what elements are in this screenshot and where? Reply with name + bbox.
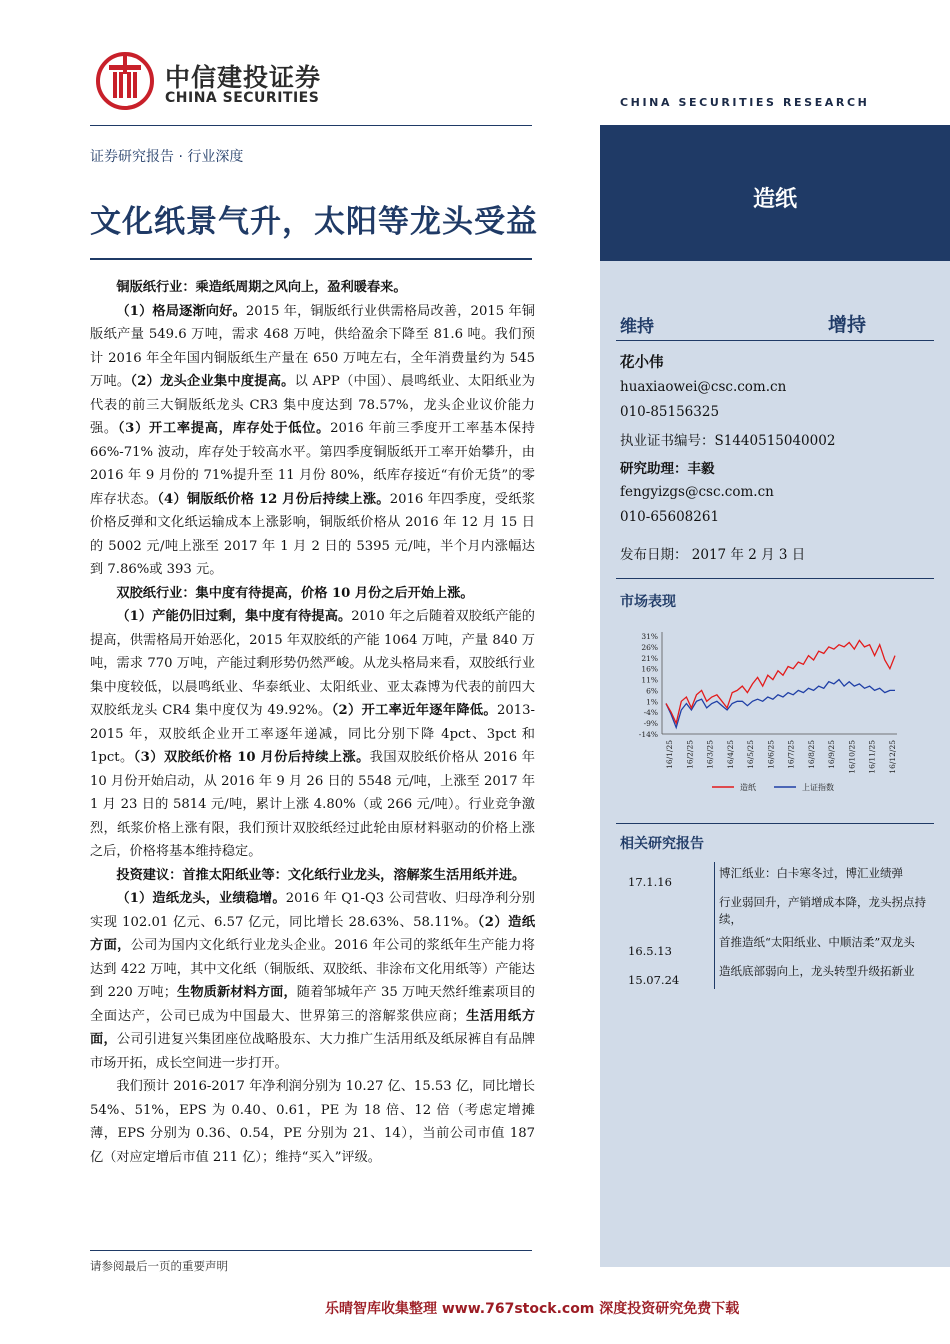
analyst-email[interactable]: huaxiaowei@csc.com.cn bbox=[620, 379, 787, 395]
legend-label: 上证指数 bbox=[802, 783, 834, 792]
related-report-title[interactable]: 行业弱回升，产销增成本降，龙头拐点持续， bbox=[714, 891, 934, 931]
market-performance-chart bbox=[612, 622, 934, 802]
series-line-上证指数 bbox=[666, 680, 895, 728]
y-tick-label: -9% bbox=[643, 719, 658, 729]
china-securities-logo bbox=[96, 52, 154, 110]
assistant-label: 研究助理：丰毅 bbox=[620, 461, 715, 477]
x-tick-label: 16/7/25 bbox=[786, 740, 796, 769]
x-tick-label: 16/3/25 bbox=[705, 740, 715, 769]
disclaimer-note: 请参阅最后一页的重要声明 bbox=[90, 1259, 228, 1273]
research-label: CHINA SECURITIES RESEARCH bbox=[620, 96, 870, 109]
related-title: 相关研究报告 bbox=[620, 836, 704, 852]
industry-name: 造纸 bbox=[752, 187, 797, 212]
y-tick-label: -14% bbox=[638, 730, 658, 739]
y-tick-label: 1% bbox=[646, 697, 658, 707]
related-report-row[interactable] bbox=[616, 891, 934, 931]
market-title: 市场表现 bbox=[620, 594, 676, 610]
related-report-date: 17.1.16 bbox=[628, 875, 672, 889]
paragraph-2: （1）格局逐渐向好。2015 年，铜版纸行业供需格局改善，2015 年铜版纸产量 549.6 万吨，需求 468 万吨，供给盈余下降至 81.6 吨。我们预计 2016 年全年国内铜版纸生产量在 650 万吨左右，全年消费量约为 545 万吨。（2）龙头企业集中度提高。以 APP（中国）、晨鸣纸业、太阳纸业为代表的前三大铜版纸龙头 CR3 集中度达到 78.57%，龙头企业议价能力强。（3）开工率提高，库存处于低位。2016 年前三季度开工率基本保持 66%-71% 波动，库存处于较高水平。第四季度铜版纸开工率开始攀升，由 2016 年 9 月份的 71%提升至 11 月份 80%，纸库存接近“有价无货”的零库存状态。（4）铜版纸价格 12 月份后持续上涨。2016 年四季度，受纸浆价格反弹和文化纸运输成本上涨影响，铜版纸价格从 2016 年 12 月 15 日的 5002 元/吨上涨至 2017 年 1 月 2 日的 5395 元/吨，半个月内涨幅达到 7.86%或 393 元。 bbox=[90, 303, 536, 577]
paragraph-3 bbox=[90, 582, 535, 606]
divider bbox=[616, 578, 934, 579]
rating-prev: 维持 bbox=[620, 317, 654, 337]
x-tick-label: 16/5/25 bbox=[746, 740, 756, 769]
divider bbox=[90, 1250, 532, 1251]
heading-coated-paper: 铜版纸行业：乘造纸周期之风向上，盈利暖春来。 bbox=[116, 280, 407, 295]
y-tick-label: 31% bbox=[641, 632, 658, 641]
paragraph-4: （1）产能仍旧过剩，集中度有待提高。2010 年之后随着双胶纸产能的提高，供需格局开始恶化，2015 年双胶纸的产能 1064 万吨，产量 840 万吨，需求 770 万吨，产能过剩形势仍然严峻。从龙头格局来看，双胶纸行业集中度较低，以晨鸣纸业、华泰纸业、太阳纸业、亚太森博为代表的前四大双胶纸龙头 CR4 集中度仅为 49.92%。（2）开工率近年逐年降低。2013-2015 年，双胶纸企业开工率逐年递减，同比分别下降 4pct、3pct 和 1pct。（3）双胶纸价格 10 月份后持续上涨。我国双胶纸价格从 2016 年 10 月份开始启动，从 2016 年 9 月 26 日的 5548 元/吨，上涨至 2017 年 1 月 23 日的 5814 元/吨，累计上涨 4.80%（或 266 元/吨）。行业竞争激烈，纸浆价格上涨有限，我们预计双胶纸经过此轮由原材料驱动的价格上涨之后，价格将基本维持稳定。 bbox=[90, 609, 535, 859]
divider bbox=[616, 340, 934, 341]
divider bbox=[90, 125, 532, 126]
paragraph-6: （1）造纸龙头，业绩稳增。2016 年 Q1-Q3 公司营收、归母净利分别实现 102.01 亿元、6.57 亿元，同比增长 28.63%、58.11%。（2）造纸方面，公司为国内文化纸行业龙头企业。2016 年公司的浆纸年生产能力将达到 422 万吨，其中文化纸（铜版纸、双胶纸、非涂布文化用纸等）产能达到 220 万吨；生物质新材料方面，随着邹城年产 35 万吨天然纤维素项目的全面达产，公司已成为中国最大、世界第三的溶解浆供应商；生活用纸方面，公司引进复兴集团座位战略股东、大力推广生活用纸及纸尿裤自有品牌市场开拓，成长空间进一步打开。 bbox=[90, 891, 536, 1071]
report-title: 文化纸景气升，太阳等龙头受益 bbox=[90, 204, 538, 240]
brand-name-en: CHINA SECURITIES bbox=[165, 90, 320, 106]
related-report-title[interactable]: 首推造纸“太阳纸业、中顺洁柔”双龙头 bbox=[714, 931, 934, 960]
related-report-date bbox=[616, 891, 714, 931]
watermark: 乐晴智库收集整理 www.767stock.com 深度投资研究免费下载 bbox=[325, 1301, 740, 1317]
paragraph-7: 我们预计 2016-2017 年净利润分别为 10.27 亿、15.53 亿，同比增长 54%、51%，EPS 为 0.40、0.61，PE 为 18 倍、12 倍（考虑定增摊薄，EPS 分别为 0.36、0.54，PE 分别为 21、14），当前公司市值 187 亿（对应定增后市值 211 亿）；维持“买入”评级。 bbox=[90, 1079, 535, 1165]
assistant-email[interactable]: fengyizgs@csc.com.cn bbox=[620, 484, 774, 500]
related-report-date: 15.07.24 bbox=[628, 973, 680, 987]
related-report-row[interactable] bbox=[616, 862, 934, 891]
heading-investment: 投资建议：首推太阳纸业等：文化纸行业龙头，溶解浆生活用纸并进。 bbox=[116, 867, 526, 883]
license-number: 执业证书编号：S1440515040002 bbox=[620, 433, 836, 449]
related-report-row[interactable] bbox=[616, 931, 934, 960]
x-tick-label: 16/6/25 bbox=[766, 740, 776, 769]
divider bbox=[90, 258, 532, 260]
x-tick-label: 16/9/25 bbox=[827, 740, 837, 769]
x-tick-label: 16/11/25 bbox=[867, 740, 877, 774]
analyst-phone: 010-85156325 bbox=[620, 404, 720, 420]
y-tick-label: 11% bbox=[641, 675, 658, 685]
report-type: 证券研究报告 · 行业深度 bbox=[90, 149, 244, 165]
y-tick-label: 6% bbox=[646, 686, 658, 696]
publish-date: 发布日期： 2017 年 2 月 3 日 bbox=[620, 547, 806, 563]
x-tick-label: 16/10/25 bbox=[847, 740, 857, 774]
x-tick-label: 16/2/25 bbox=[685, 740, 695, 769]
brand-name-cn: 中信建投证券 bbox=[165, 63, 322, 92]
series-line-造纸 bbox=[666, 640, 895, 723]
legend-label: 造纸 bbox=[740, 783, 756, 792]
report-body bbox=[90, 276, 535, 1169]
related-report-row[interactable] bbox=[616, 960, 934, 989]
divider bbox=[616, 823, 934, 824]
y-tick-label: 26% bbox=[641, 642, 658, 652]
y-tick-label: -4% bbox=[643, 708, 658, 718]
related-report-title[interactable]: 造纸底部弱向上，龙头转型升级拓新业 bbox=[714, 960, 934, 989]
y-tick-label: 16% bbox=[641, 664, 658, 674]
paragraph-1 bbox=[90, 276, 535, 300]
x-tick-label: 16/1/25 bbox=[665, 740, 674, 769]
related-report-date: 16.5.13 bbox=[628, 944, 672, 958]
x-tick-label: 16/4/25 bbox=[725, 740, 735, 769]
assistant-phone: 010-65608261 bbox=[620, 509, 720, 525]
rating-now: 增持 bbox=[828, 314, 867, 336]
x-tick-label: 16/12/25 bbox=[888, 740, 897, 774]
analyst-name: 花小伟 bbox=[620, 355, 664, 371]
y-tick-label: 21% bbox=[641, 653, 658, 663]
x-tick-label: 16/8/25 bbox=[806, 740, 816, 769]
paragraph-5 bbox=[90, 864, 535, 888]
heading-offset-paper: 双胶纸行业：集中度有待提高，价格 10 月份之后开始上涨。 bbox=[116, 585, 474, 601]
related-report-title[interactable]: 博汇纸业：白卡寒冬过，博汇业绩弹 bbox=[714, 862, 934, 891]
related-reports-table bbox=[616, 862, 934, 989]
